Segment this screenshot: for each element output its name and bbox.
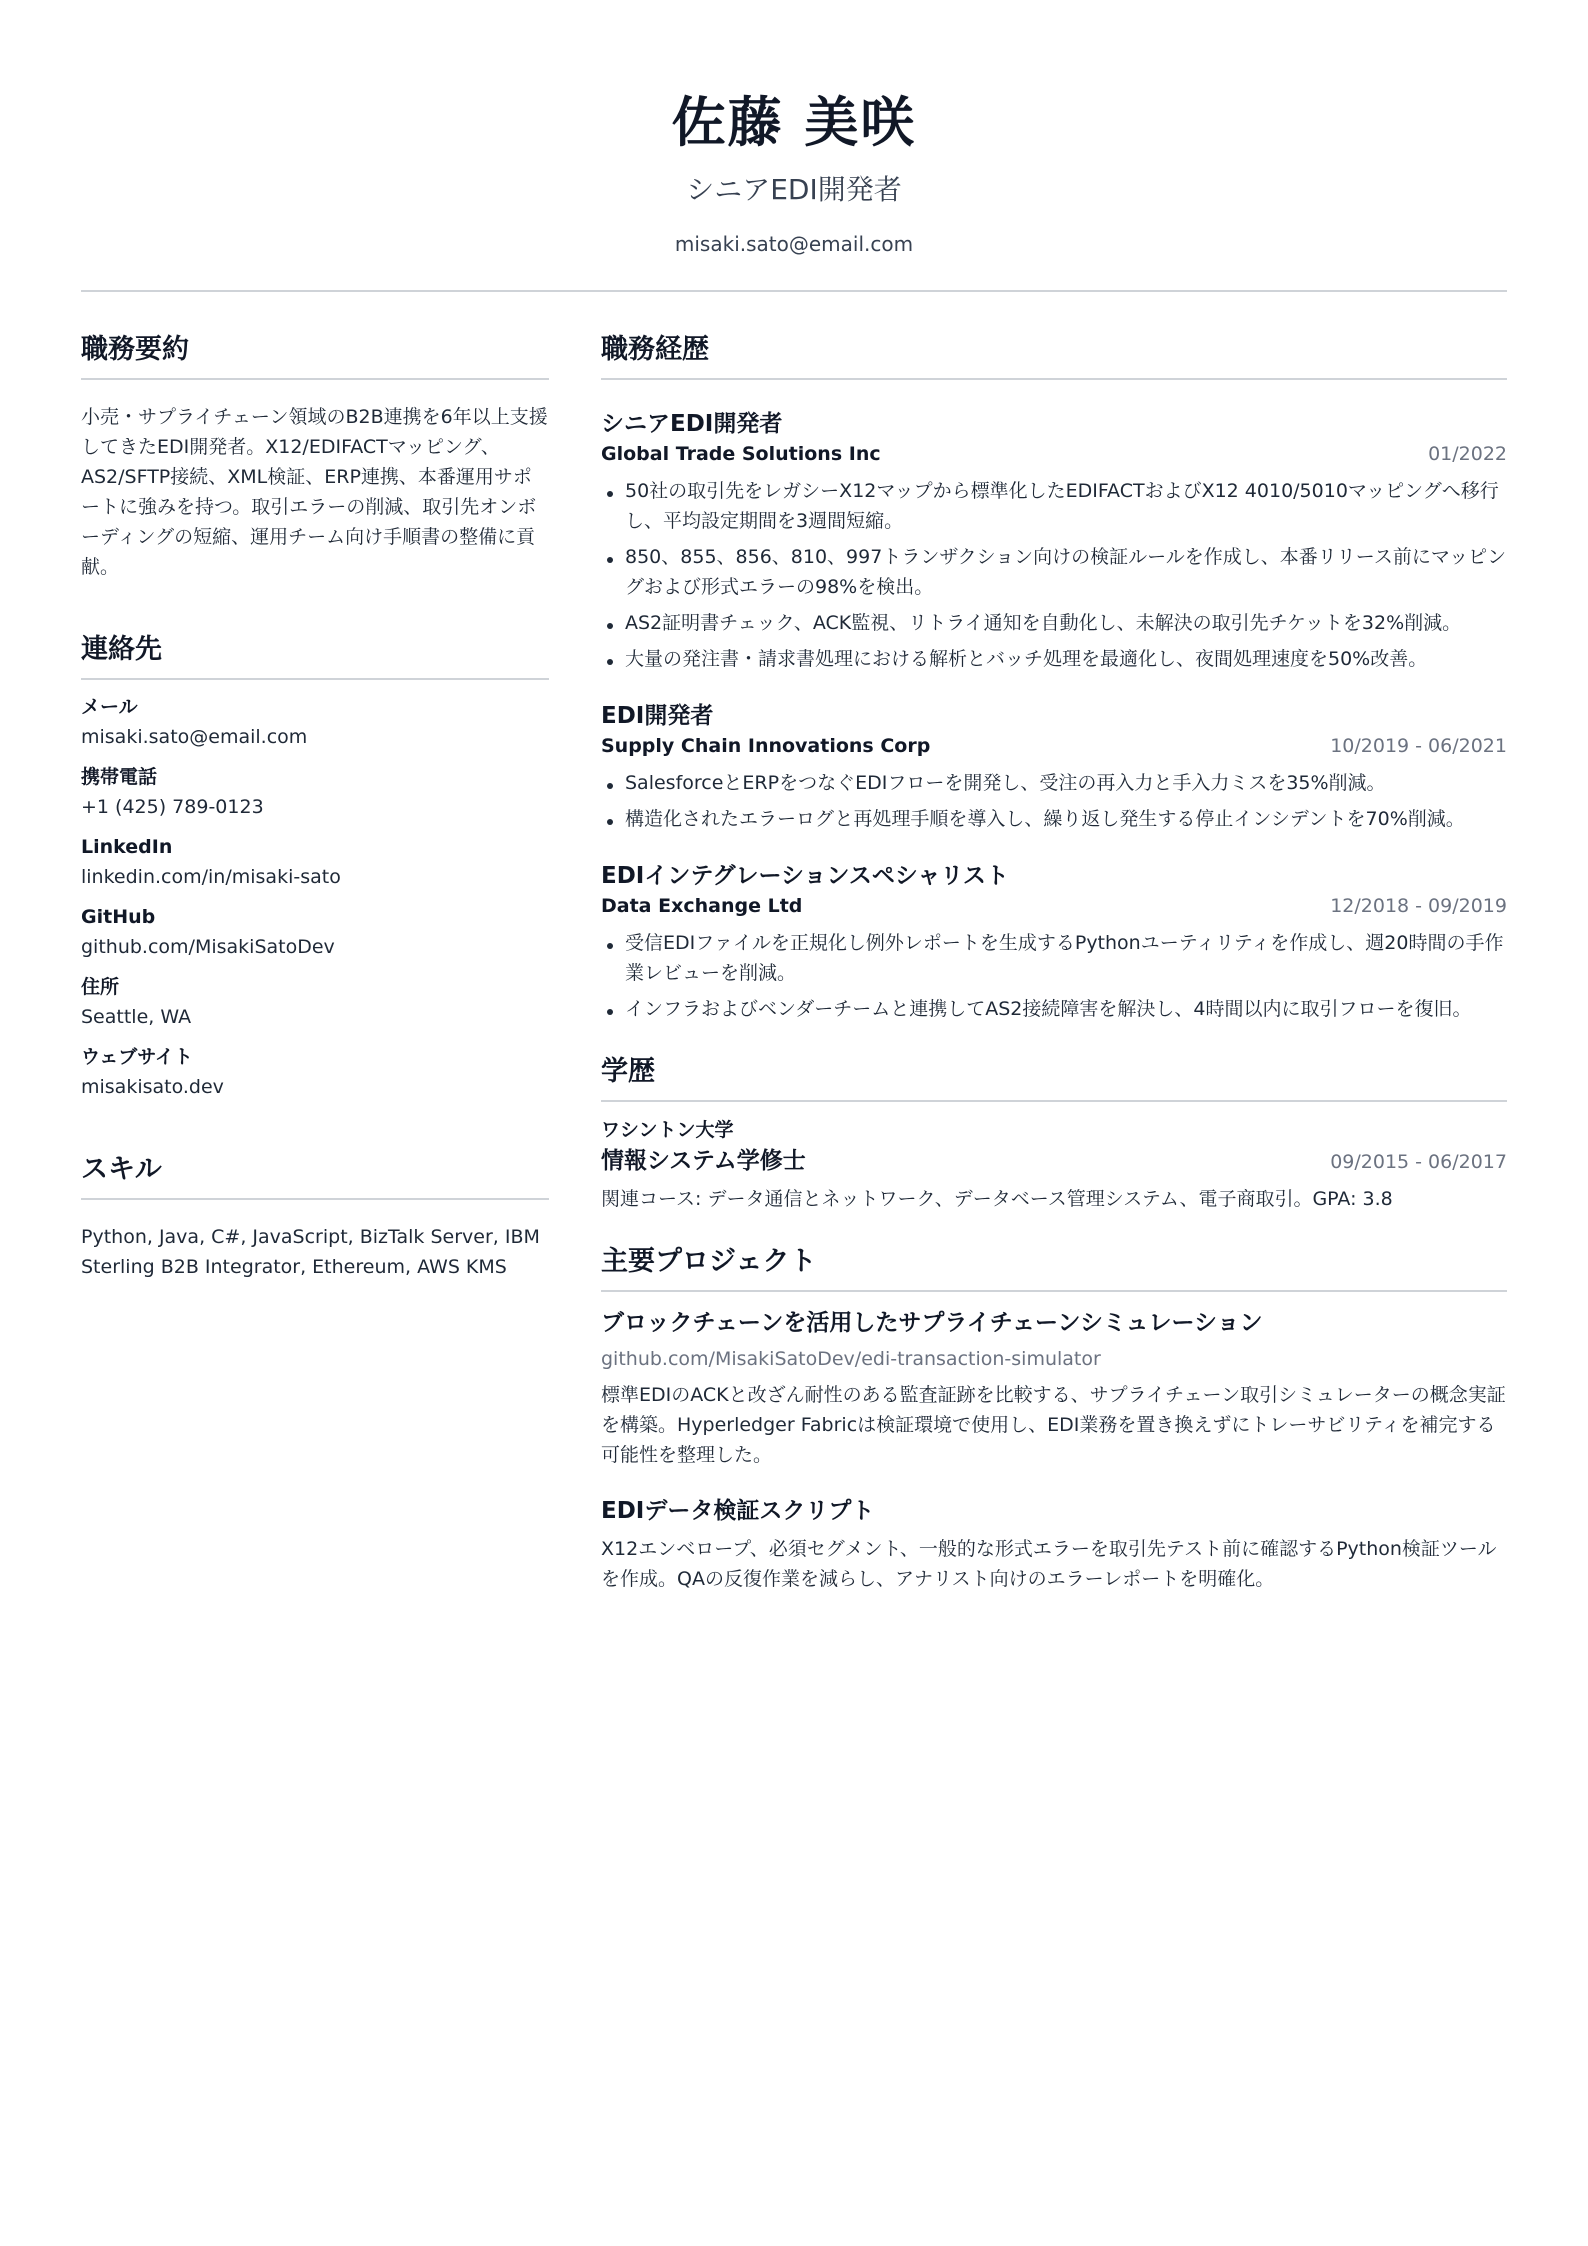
education-heading: 学歴 [601,1056,655,1087]
contact-section [81,632,549,1102]
project-title: ブロックチェーンを活用したサプライチェーンシミュレーション [601,1310,1263,1336]
contact-address-value: Seattle, WA [81,1006,192,1028]
contact-linkedin-label: LinkedIn [81,836,173,858]
contact-divider [81,678,549,680]
job-bullet: インフラおよびベンダーチームと連携してAS2接続障害を解決し、4時間以内に取引フローを復旧。 [601,994,1507,1024]
header-divider [81,290,1507,292]
contact-linkedin-value: linkedin.com/in/misaki-sato [81,866,341,888]
contact-website-label: ウェブサイト [81,1046,193,1068]
project-link[interactable]: github.com/MisakiSatoDev/edi-transaction-simulator [601,1348,1101,1370]
project-entry [601,1306,1507,1470]
job-date: 01/2022 [1428,443,1507,465]
projects-divider [601,1290,1507,1292]
contact-github-label: GitHub [81,906,156,928]
job-title: EDIインテグレーションスペシャリスト [601,863,1009,889]
job-date: 10/2019 - 06/2021 [1330,735,1507,757]
education-school: ワシントン大学 [601,1119,734,1141]
project-entry [601,1494,1507,1594]
skills-text: Python, Java, C#, JavaScript, BizTalk Server, IBM Sterling B2B Integrator, Ethereum, AWS KMS [81,1226,540,1278]
education-degree: 情報システム学修士 [601,1148,806,1174]
job-bullets [601,476,1507,674]
education-courses: 関連コース: データ通信とネットワーク、データベース管理システム、電子商取引。GPA: 3.8 [601,1188,1393,1210]
skills-heading: スキル [81,1154,162,1185]
contact-phone-label: 携帯電話 [81,766,158,788]
job-entry [601,700,1507,834]
projects-section [601,1244,1507,1594]
job-bullet: 構造化されたエラーログと再処理手順を導入し、繰り返し発生する停止インシデントを70%削減。 [601,804,1507,834]
right-column [601,332,1507,1594]
summary-heading: 職務要約 [81,334,189,365]
contact-address-label: 住所 [81,976,120,998]
job-entry [601,408,1507,674]
job-company: Supply Chain Innovations Corp [601,735,931,757]
education-meta [601,1144,1507,1178]
experience-section [601,332,1507,1024]
job-company: Data Exchange Ltd [601,895,803,917]
project-description: X12エンベロープ、必須セグメント、一般的な形式エラーを取引先テスト前に確認するPython検証ツールを作成。QAの反復作業を減らし、アナリスト向けのエラーレポートを明確化。 [601,1538,1497,1590]
job-title: シニアEDI開発者 [601,411,783,437]
contact-github-value: github.com/MisakiSatoDev [81,936,335,958]
education-date: 09/2015 - 06/2017 [1330,1151,1507,1173]
project-description: 標準EDIのACKと改ざん耐性のある監査証跡を比較する、サプライチェーン取引シミュレーターの概念実証を構築。Hyperledger Fabricは検証環境で使用し、EDI業務を置き換えずにトレーサビリティを補完する可能性を整理した。 [601,1384,1506,1466]
job-date: 12/2018 - 09/2019 [1330,895,1507,917]
job-bullet: AS2証明書チェック、ACK監視、リトライ通知を自動化し、未解決の取引先チケットを32%削減。 [601,608,1507,638]
projects-heading: 主要プロジェクト [601,1246,817,1277]
project-title: EDIデータ検証スクリプト [601,1498,875,1524]
job-company: Global Trade Solutions Inc [601,443,881,465]
left-column [81,332,549,1594]
job-bullet: SalesforceとERPをつなぐEDIフローを開発し、受注の再入力と手入力ミスを35%削減。 [601,768,1507,798]
job-bullets [601,768,1507,834]
skills-divider [81,1198,549,1200]
job-meta [601,440,1507,468]
resume-header [81,0,1507,258]
education-section [601,1054,1507,1214]
summary-section [81,332,549,582]
resume-columns [81,332,1507,1594]
summary-divider [81,378,549,380]
education-divider [601,1100,1507,1102]
contact-heading: 連絡先 [81,634,162,665]
candidate-name: 佐藤 美咲 [671,91,917,154]
job-meta [601,892,1507,920]
experience-divider [601,378,1507,380]
job-bullet: 850、855、856、810、997トランザクション向けの検証ルールを作成し、本番リリース前にマッピングおよび形式エラーの98%を検出。 [601,542,1507,602]
job-title: EDI開発者 [601,703,714,729]
candidate-title: シニアEDI開発者 [686,173,902,206]
skills-section [81,1152,549,1282]
job-bullet: 受信EDIファイルを正規化し例外レポートを生成するPythonユーティリティを作成し、週20時間の手作業レビューを削減。 [601,928,1507,988]
job-entry [601,860,1507,1024]
job-meta [601,732,1507,760]
job-bullet: 大量の発注書・請求書処理における解析とバッチ処理を最適化し、夜間処理速度を50%改善。 [601,644,1507,674]
contact-email-label: メール [81,696,138,718]
contact-list [81,692,549,1102]
contact-phone-value: +1 (425) 789-0123 [81,796,264,818]
contact-email-value: misaki.sato@email.com [81,726,308,748]
contact-website-value: misakisato.dev [81,1076,224,1098]
job-bullet: 50社の取引先をレガシーX12マップから標準化したEDIFACTおよびX12 4010/5010マッピングへ移行し、平均設定期間を3週間短縮。 [601,476,1507,536]
header-email: misaki.sato@email.com [674,232,914,256]
experience-heading: 職務経歴 [601,334,709,365]
summary-text: 小売・サプライチェーン領域のB2B連携を6年以上支援してきたEDI開発者。X12/EDIFACTマッピング、AS2/SFTP接続、XML検証、ERP連携、本番運用サポートに強みを持つ。取引エラーの削減、取引先オンボーディングの短縮、運用チーム向け手順書の整備に貢献。 [81,406,548,578]
job-bullets [601,928,1507,1024]
